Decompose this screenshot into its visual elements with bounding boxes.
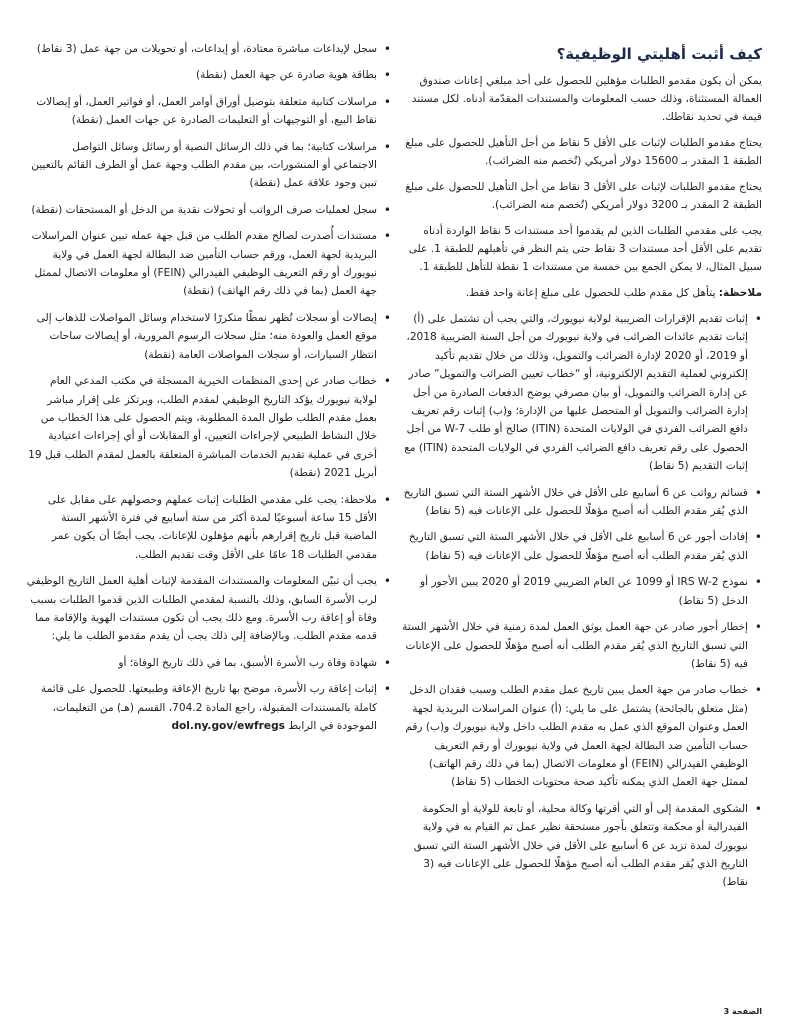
intro-paragraph-1: يمكن أن يكون مقدمو الطلبات مؤهلين للحصول على أحد مبلغي إعانات صندوق العمالة المستثناة، وذلك حسب المعلومات والمستندات المقدّمة أدناه. لكل مستند قيمة في تحديد نقاطك. bbox=[411, 75, 762, 123]
left-column bbox=[26, 40, 391, 743]
page-title: كيف أثبت أهليتي الوظيفية؟ bbox=[556, 45, 762, 63]
intro-paragraph-3: يحتاج مقدمو الطلبات لإثبات على الأقل 3 نقاط من أجل التأهيل للحصول على مبلغ الطبقة 2 المقدر بـ 3200 دولار أمريكي (تُخصم منه الضرائب). bbox=[405, 181, 762, 211]
list-item: • الشكوى المقدمة إلى أو التي أقرتها وكالة محلية، أو تابعة للولاية أو الحكومة الفيدرالية أو محكمة وتتعلق بأجور مستحقة نظير عمل تم القيام به في ولاية نيويورك لمدة تزيد عن 6 أسابيع على الأقل في خلال الأشهر الستة التي تسبق التاريخ الذي يُقر مقدم الطلب أنه أصبح مؤهلًا للحصول على الإعانات فيه (3 نقاط) bbox=[399, 800, 762, 892]
list-item-text: إثبات إعاقة رب الأسرة، موضح بها تاريخ الإعاقة وطبيعتها. للحصول على قائمة كاملة بالمستندات المقبولة، راجع المادة 704.2، القسم (هـ) من التعليمات، الموجودة في الرابط bbox=[40, 683, 377, 732]
list-item-with-link bbox=[26, 680, 391, 735]
note-text: يتأهل كل مقدم طلب للحصول على مبلغ إعانة واحد فقط. bbox=[465, 287, 719, 299]
list-item: • إيصالات أو سجلات تُظهر نمطًا متكررًا لاستخدام وسائل المواصلات للذهاب إلى موقع العمل والعودة منه؛ مثل سجلات الرسوم المرورية، أو إيصالات ساحات انتظار السيارات، أو سجلات المواصلات العامة (نقطة) bbox=[26, 309, 391, 364]
intro-paragraph-4: يجب على مقدمي الطلبات الذين لم يقدموا أحد مستندات 5 نقاط الواردة أدناه تقديم على الأقل أحد مستندات 3 نقاط حتى يتم النظر في تأهيلهم للطبقة 1. على سبيل المثال، لا يمكن الجمع بين خمسة من مستندات 1 نقطة للتأهل للطبقة 1. bbox=[408, 225, 762, 273]
list-item: • مراسلات كتابية متعلقة بتوصيل أوراق أوامر العمل، أو فواتير العمل، أو إيصالات نقاط البيع، أو التوجيهات أو التعليمات الصادرة عن جهات العمل (نقطة) bbox=[26, 93, 391, 130]
note-paragraph bbox=[399, 284, 762, 302]
five-point-documents-list bbox=[399, 310, 762, 892]
list-item: • نموذج IRS W-2 أو 1099 عن العام الضريبي 2019 أو 2020 يبين الأجور أو الدخل (5 نقاط) bbox=[399, 573, 762, 610]
list-item: • قسائم رواتب عن 6 أسابيع على الأقل في خلال الأشهر الستة التي تسبق التاريخ الذي يُقر مقدم الطلب أنه أصبح مؤهلًا للحصول على الإعانات فيه (5 نقاط) bbox=[399, 484, 762, 521]
list-item: • سجل لإيداعات مباشرة معتادة، أو إيداعات، أو تحويلات من جهة عمل (3 نقاط) bbox=[26, 40, 391, 58]
list-item: • إثبات تقديم الإقرارات الضريبية لولاية نيويورك، والتي يجب أن تشتمل على (أ) إثبات تقديم عائدات الضرائب في ولاية نيويورك من أجل السنة الضريبية 2018، أو 2019، أو 2020 لإدارة الضرائب والتمويل، وذلك من خلال تقديم تأكيد إلكتروني لعملية التقديم الإلكترونية، أو “خطاب تعيين الضرائب والتمويل” صادر عن إدارة الضرائب والتمويل، أو بيان مصرفي يوضح الدفعات الصادرة من أجل إدارة الضرائب والتمويل أو المتحصل عليها من الإدارة؛ و(ب) إثبات رقم تعريف دافع الضرائب الفردي في الولايات المتحدة (ITIN) صالح أو طلب W-7 من أجل الحصول على رقم تعريف دافع الضرائب الفردي في الولايات المتحدة (ITIN) مع إثبات التقديم (5 نقاط) bbox=[399, 310, 762, 476]
note-label: ملاحظة: bbox=[718, 287, 762, 299]
intro-paragraph-2: يحتاج مقدمو الطلبات لإثبات على الأقل 5 نقاط من أجل التأهيل للحصول على مبلغ الطبقة 1 المقدر بـ 15600 دولار أمريكي (تُخصم منه الضرائب). bbox=[405, 137, 762, 167]
other-documents-list bbox=[26, 40, 391, 735]
list-item: • إفادات أجور عن 6 أسابيع على الأقل في خلال الأشهر الستة التي تسبق التاريخ الذي يُقر مقدم الطلب أنه أصبح مؤهلًا للحصول على الإعانات فيه (5 نقاط) bbox=[399, 528, 762, 565]
list-item: • سجل لعمليات صرف الرواتب أو تحولات نقدية من الدخل أو المستحقات (نقطة) bbox=[26, 201, 391, 219]
list-item: • بطاقة هوية صادرة عن جهة العمل (نقطة) bbox=[26, 66, 391, 84]
regulations-link[interactable]: dol.ny.gov/ewfregs bbox=[171, 720, 285, 732]
list-item: • مستندات أُصدرت لصالح مقدم الطلب من قبل جهة عمله تبين عنوان المراسلات البريدية لجهة العمل، ورقم حساب التأمين ضد البطالة لجهة العمل في ولاية نيويورك أو رقم التعريف الوظيفي الفيدرالي (FEIN) أو معلومات الاتصال لممثل جهة العمل (بما في ذلك رقم الهاتف) (نقطة) bbox=[26, 227, 391, 301]
list-item: • خطاب صادر من جهة العمل يبين تاريخ عمل مقدم الطلب وسبب فقدان الدخل (مثل متعلق بالجائحة) يشتمل على ما يلي: (أ) عنوان المراسلات البريدية لجهة العمل وعنوان الموقع الذي عمل به مقدم الطلب داخل ولاية نيويورك و(ب) رقم حساب التأمين ضد البطالة لجهة العمل في ولاية نيويورك أو رقم التعريف الوظيفي الفيدرالي (FEIN) أو معلومات الاتصال (بما في ذلك رقم الهاتف) لممثل جهة العمل الذي يمكنه تأكيد صحة محتويات الخطاب (5 نقاط) bbox=[399, 681, 762, 791]
list-item: • ملاحظة: يجب على مقدمي الطلبات إثبات عملهم وحصولهم على مقابل على الأقل 15 ساعة أسبوعيًا لمدة أكثر من ستة أسابيع في فترة الأشهر الستة الماضية قبل تاريخ إقرارهم بأنهم مؤهلون للإعانات. يجب أيضًا أن يكون عمر مقدمي الطلبات 18 عامًا على الأقل وقت تقديم الطلب. bbox=[26, 491, 391, 565]
list-item: • خطاب صادر عن إحدى المنظمات الخيرية المسجلة في مكتب المدعي العام لولاية نيويورك يؤكد التاريخ الوظيفي لمقدم الطلب، ويرتكز على إقرار مباشر بعمل مقدم الطلب طوال المدة المطلوبة، ويتم الحصول على هذا الخطاب من خلال النشاط الطبيعي لإجراءات التعيين، أو المقابلات أو أي إجراءات اعتيادية أخرى في عملية تقديم الخدمات المباشرة المتعلقة بالعمل لمقدم الطلب قبل 19 أبريل 2021 (نقطة) bbox=[26, 372, 391, 482]
list-item: • إخطار أجور صادر عن جهة العمل يوثق العمل لمدة زمنية في خلال الأشهر الستة التي تسبق التاريخ الذي يُقر مقدم الطلب أنه أصبح مؤهلًا للحصول على الإعانات فيه (5 نقاط) bbox=[399, 618, 762, 673]
page-number: الصفحة 3 bbox=[723, 1007, 762, 1016]
list-item: • شهادة وفاة رب الأسرة الأسبق، بما في ذلك تاريخ الوفاة؛ أو bbox=[26, 654, 391, 672]
list-item: • مراسلات كتابية؛ بما في ذلك الرسائل النصية أو رسائل وسائل التواصل الاجتماعي أو المنشورات، بين مقدم الطلب وجهة عمل أو الطرف القائم بالتعيين تبين وجود علاقة عمل (نقطة) bbox=[26, 138, 391, 193]
list-item: • يجب أن تبيّن المعلومات والمستندات المقدمة لإثبات أهلية العمل التاريخ الوظيفي لرب الأسرة السابق، وذلك بالنسبة لمقدمي الطلبات الذين قدموا الطلبات بسبب وفاة أو إعاقة رب الأسرة. ومع ذلك يجب أن تكون مستندات الهوية والإقامة مما قدمه مقدم الطلب. وبالإضافة إلى ذلك يجب أن يقدم مقدمو الطلب ما يلي: bbox=[26, 572, 391, 646]
right-column bbox=[399, 40, 762, 900]
